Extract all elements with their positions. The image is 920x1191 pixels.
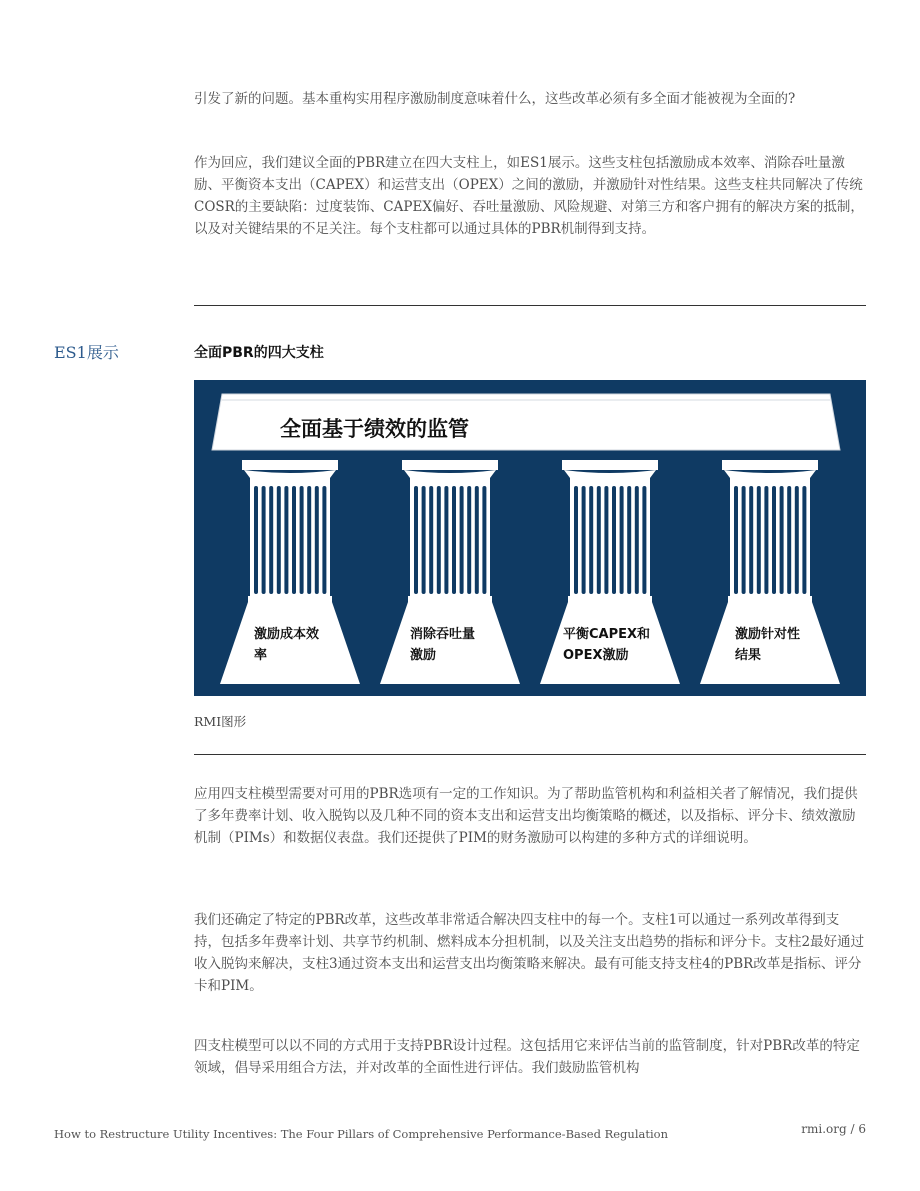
pillar-2-capital bbox=[404, 470, 496, 478]
pillar-1-flute bbox=[269, 486, 273, 594]
pillar-4-capital-top bbox=[722, 460, 818, 470]
pillar-3-abacus bbox=[570, 478, 650, 484]
pillar-4-flute bbox=[757, 486, 761, 594]
pillar-4-capital bbox=[724, 470, 816, 478]
pillar-4-flute bbox=[772, 486, 776, 594]
footer-page: rmi.org / 6 bbox=[801, 1122, 866, 1136]
pillar-1-flute bbox=[315, 486, 319, 594]
pillar-2-flute bbox=[452, 486, 456, 594]
pillar-2-flute bbox=[444, 486, 448, 594]
pillar-4-base-ring bbox=[728, 596, 812, 602]
pillar-3-line-2: OPEX激励 bbox=[563, 648, 629, 663]
pillar-3-flute bbox=[589, 486, 593, 594]
pillar-2-flute bbox=[437, 486, 441, 594]
pillar-3-label bbox=[563, 624, 673, 666]
pillar-1-label bbox=[254, 624, 354, 666]
pillar-4-flute bbox=[742, 486, 746, 594]
four-pillars-figure bbox=[194, 380, 866, 696]
pillar-2-flute bbox=[422, 486, 426, 594]
pillar-2-flute bbox=[429, 486, 433, 594]
pillar-3-flute bbox=[642, 486, 646, 594]
pillar-4-label bbox=[735, 624, 835, 666]
pillar-3-base-ring bbox=[568, 596, 652, 602]
pillar-3-flute bbox=[574, 486, 578, 594]
paragraph-5: 四支柱模型可以以不同的方式用于支持PBR设计过程。这包括用它来评估当前的监管制度，针对PBR改革的特定领域，倡导采用组合方法，并对改革的全面性进行评估。我们鼓励监管机构 bbox=[194, 1038, 860, 1076]
pillar-1-flute bbox=[307, 486, 311, 594]
pillar-1-line-1: 激励成本效 bbox=[254, 627, 320, 642]
pillar-4-flute bbox=[764, 486, 768, 594]
pillar-1-base-ring bbox=[248, 596, 332, 602]
pillar-2-label bbox=[410, 624, 510, 666]
pillar-1-flute bbox=[262, 486, 266, 594]
pillar-3-capital bbox=[564, 470, 656, 478]
pillar-1-abacus bbox=[250, 478, 330, 484]
pillar-2-line-1: 消除吞吐量 bbox=[410, 627, 476, 642]
pillar-2-flute bbox=[482, 486, 486, 594]
pillar-3-flute bbox=[597, 486, 601, 594]
pillar-3-flute bbox=[612, 486, 616, 594]
exhibit-label: ES1展示 bbox=[54, 343, 119, 362]
pillar-3-capital-top bbox=[562, 460, 658, 470]
pillar-3-flute bbox=[620, 486, 624, 594]
pillar-3-line-1: 平衡CAPEX和 bbox=[563, 627, 651, 642]
pillar-3-flute bbox=[604, 486, 608, 594]
pillar-2-abacus bbox=[410, 478, 490, 484]
pillar-3-flute bbox=[627, 486, 631, 594]
paragraph-2: 作为回应，我们建议全面的PBR建立在四大支柱上，如ES1展示。这些支柱包括激励成本效率、消除吞吐量激励、平衡资本支出（CAPEX）和运营支出（OPEX）之间的激励，并激励针对性结果。这些支柱共同解决了传统COSR的主要缺陷：过度装饰、CAPEX偏好、吞吐量激励、风险规避、对第三方和客户拥有的解决方案的抵制，以及对关键结果的不足关注。每个支柱都可以通过具体的PBR机制得到支持。 bbox=[194, 155, 864, 237]
pillar-2-flute bbox=[460, 486, 464, 594]
pillar-1-flute bbox=[284, 486, 288, 594]
pillar-3-flute bbox=[582, 486, 586, 594]
exhibit-title: 全面PBR的四大支柱 bbox=[194, 345, 324, 361]
paragraph-3: 应用四支柱模型需要对可用的PBR选项有一定的工作知识。为了帮助监管机构和利益相关者了解情况，我们提供了多年费率计划、收入脱钩以及几种不同的资本支出和运营支出均衡策略的概述，以及指标、评分卡、绩效激励机制（PIMs）和数据仪表盘。我们还提供了PIM的财务激励可以构建的多种方式的详细说明。 bbox=[194, 786, 858, 846]
pillar-1-flute bbox=[292, 486, 296, 594]
pillar-4-abacus bbox=[730, 478, 810, 484]
pillar-1-capital-top bbox=[242, 460, 338, 470]
pillar-1-flute bbox=[300, 486, 304, 594]
pillar-1-flute bbox=[322, 486, 326, 594]
pillar-2-flute bbox=[475, 486, 479, 594]
footer-title: How to Restructure Utility Incentives: The Four Pillars of Comprehensive Performance-Based Regulation bbox=[54, 1127, 668, 1141]
pillar-3-flute bbox=[635, 486, 639, 594]
pillar-2-line-2: 激励 bbox=[410, 648, 437, 663]
figure-credit: RMI图形 bbox=[194, 714, 247, 729]
pillar-4-flute bbox=[802, 486, 806, 594]
pillar-2-flute bbox=[467, 486, 471, 594]
pillar-4-flute bbox=[734, 486, 738, 594]
roof-title: 全面基于绩效的监管 bbox=[280, 417, 469, 441]
pillar-2-flute bbox=[414, 486, 418, 594]
pillar-2-capital-top bbox=[402, 460, 498, 470]
pillar-4-line-2: 结果 bbox=[735, 648, 762, 663]
pillar-4-flute bbox=[787, 486, 791, 594]
pillar-1-capital bbox=[244, 470, 336, 478]
pillar-4-flute bbox=[780, 486, 784, 594]
pillar-1-flute bbox=[277, 486, 281, 594]
divider-bottom bbox=[194, 754, 866, 755]
paragraph-1: 引发了新的问题。基本重构实用程序激励制度意味着什么，这些改革必须有多全面才能被视为全面的? bbox=[194, 91, 796, 107]
paragraph-4: 我们还确定了特定的PBR改革，这些改革非常适合解决四支柱中的每一个。支柱1可以通过一系列改革得到支持，包括多年费率计划、共享节约机制、燃料成本分担机制，以及关注支出趋势的指标和评分卡。支柱2最好通过收入脱钩来解决，支柱3通过资本支出和运营支出均衡策略来解决。最有可能支持支柱4的PBR改革是指标、评分卡和PIM。 bbox=[194, 912, 865, 994]
divider-top bbox=[194, 305, 866, 306]
pillar-1-line-2: 率 bbox=[254, 648, 268, 663]
pillar-4-flute bbox=[749, 486, 753, 594]
pillar-4-line-1: 激励针对性 bbox=[735, 627, 801, 642]
pillar-1-flute bbox=[254, 486, 258, 594]
pillar-2-base-ring bbox=[408, 596, 492, 602]
pillar-4-flute bbox=[795, 486, 799, 594]
